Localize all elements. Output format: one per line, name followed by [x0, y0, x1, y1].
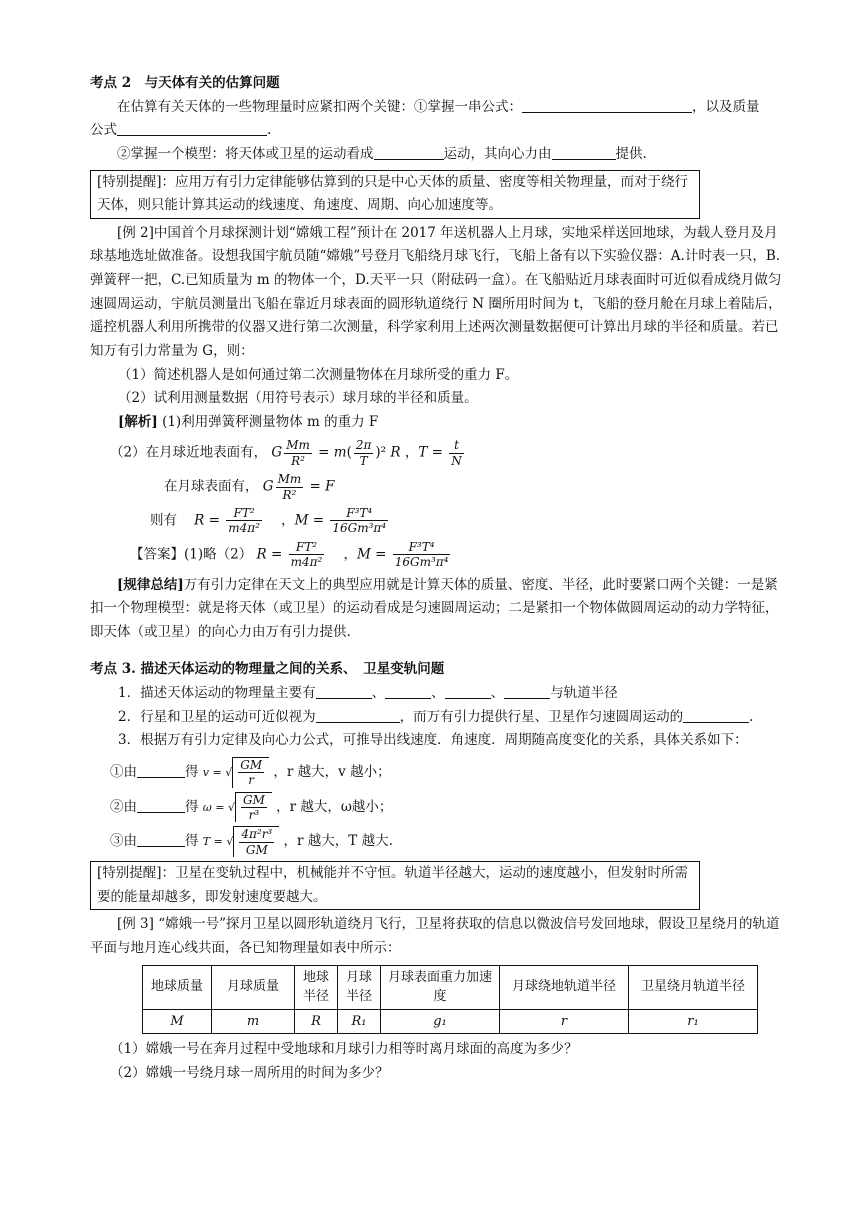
text: .	[267, 122, 272, 139]
text: 与轨道半径	[550, 685, 618, 701]
relation-line	[90, 826, 790, 857]
paragraph	[90, 119, 790, 143]
answer-label: 【答案】	[130, 546, 184, 563]
table-cell: g₁	[381, 1009, 500, 1034]
text: 1．描述天体运动的物理量主要有	[118, 685, 316, 701]
text: ，以及质量	[692, 98, 760, 115]
text: 在月球表面有，	[164, 478, 259, 495]
table-cell: R	[295, 1009, 338, 1034]
paragraph	[90, 143, 790, 167]
formula: G	[262, 478, 274, 495]
fill-blank[interactable]	[374, 145, 444, 160]
example-paragraph: [例 3] “嫦娥一号”探月卫星以圆形轨道绕月飞行，卫星将获取的信息以微波信号发回地球，假设卫星绕月的轨道平面与地月连心线共面，各已知物理量如表中所示：	[90, 916, 780, 957]
formula: R	[256, 546, 267, 563]
summary-label: [规律总结]	[117, 576, 184, 593]
fill-blank[interactable]	[552, 145, 616, 160]
summary-paragraph	[90, 574, 790, 645]
text: ②掌握一个模型：将天体或卫星的运动看成	[117, 145, 374, 162]
formula: T = √ $\frac{\text{4π²r³}}{GM}$	[203, 826, 279, 857]
analysis-label: [解析]	[118, 413, 158, 430]
text: ②由	[110, 798, 137, 815]
separator: 、	[371, 685, 386, 701]
data-table	[142, 965, 758, 1035]
text: ，r 越大，v 越小；	[273, 763, 391, 780]
table-cell: R₁	[338, 1009, 381, 1034]
fill-blank[interactable]	[137, 763, 185, 778]
relation-line	[90, 757, 790, 788]
formula-line: 则有 R = $\frac{\text{FT²}}{\text{m4π²}}$ ，M = $\frac{\text{F³T⁴}}{\text{16Gm³π⁴}}$	[150, 505, 387, 536]
table-cell: r₁	[629, 1009, 758, 1034]
document-page	[90, 72, 790, 1085]
text: 提供.	[615, 145, 647, 162]
list-item	[90, 706, 790, 730]
text: 万有引力定律在天文上的典型应用就是计算天体的质量、密度、半径，此时要紧口两个关键：一是紧扣一个物理模型：就是将天体（或卫星）的运动看成是匀速圆周运动；二是紧扣一个物体做圆周运动的动力学特征，即天体（或卫星）的向心力由万有引力提供.	[90, 576, 779, 640]
table-row	[143, 1009, 758, 1034]
text: 2．行星和卫星的运动可近似视为	[118, 708, 316, 725]
relation-line	[90, 792, 790, 823]
example-paragraph: [例 2]中国首个月球探测计划“嫦娥工程”预计在 2017 年送机器人上月球，实地采样送回地球，为载人登月及月球基地选址做准备。设想我国宇航员随“嫦娥”号登月飞船绕月球飞行，飞船上备有以下实验仪器：A.计时表一只，B.弹簧秤一把，C.已知质量为 m 的物体一个，D.天平一只（附砝码一盒）。在飞船贴近月球表面时可近似看成绕月做匀速圆周运动，宇航员测量出飞船在靠近月球表面的圆形轨道绕行 N 圈所用时间为 t，飞船的登月舱在月球上着陆后，遥控机器人利用所携带的仪器又进行第二次测量，科学家利用上述两次测量数据便可计算出月球的半径和质量。若已知万有引力常量为 G，则：	[90, 224, 782, 359]
answer-line: 【答案】(1)略（2） R = $\frac{\text{FT²}}{\text{m4π²}}$ ，M = $\frac{\text{F³T⁴}}{\text{16Gm³π⁴}}$	[130, 539, 449, 570]
fill-blank[interactable]	[137, 832, 185, 847]
text: 得	[185, 763, 199, 780]
table-header: 卫星绕月轨道半径	[629, 965, 758, 1009]
fill-blank[interactable]	[316, 708, 400, 723]
fill-blank[interactable]	[522, 98, 692, 113]
text: 公式	[90, 122, 117, 139]
formula: v = √ $\frac{GM}{r}$	[203, 757, 269, 788]
table-cell: M	[143, 1009, 212, 1034]
text: ，r 越大，ω越小；	[276, 798, 393, 815]
formula: ω = √ $\frac{GM}{\text{r³}}$	[203, 792, 272, 823]
text: .	[749, 708, 754, 725]
section-title: 考点 3. 描述天体运动的物理量之间的关系、 卫星变轨问题	[90, 661, 445, 678]
text: 得	[185, 798, 199, 815]
list-item: 3．根据万有引力定律及向心力公式，可推导出线速度．角速度．周期随高度变化的关系，具体关系如下：	[118, 732, 748, 749]
text: 在估算有关天体的一些物理量时应紧扣两个关键：①掌握一串公式：	[117, 98, 522, 115]
fill-blank[interactable]	[504, 684, 550, 699]
text: ，而万有引力提供行星、卫星作匀速圆周运动的	[399, 708, 684, 725]
question: （2）试利用测量数据（用符号表示）球月球的半径和质量。	[118, 390, 478, 407]
list-item	[90, 682, 790, 706]
formula-line: （2）在月球近地表面有， G $\frac{Mm}{\text{R²}}$ = m( $\frac{2\pi}{T}$ )² R ，T = $\frac{t}{N}$	[110, 438, 462, 468]
table-header-row	[143, 965, 758, 1009]
fill-blank[interactable]	[683, 708, 749, 723]
text: ③由	[110, 833, 137, 850]
tip-box: [特别提醒]：应用万有引力定律能够估算到的只是中心天体的质量、密度等相关物理量，而对于绕行天体，则只能计算其运动的线速度、角速度、周期、向心加速度等。	[90, 170, 700, 219]
table-header: 月球半径	[338, 965, 381, 1009]
table-header: 月球绕地轨道半径	[500, 965, 629, 1009]
text: （2）在月球近地表面有，	[110, 444, 268, 461]
table-header: 地球质量	[143, 965, 212, 1009]
text: ，r 越大，T 越大.	[283, 833, 393, 850]
formula: G	[271, 444, 283, 461]
text: (1)略（2）	[184, 546, 253, 563]
separator: 、	[431, 685, 445, 701]
table-header: 月球质量	[212, 965, 295, 1009]
analysis	[90, 411, 790, 435]
table-cell: m	[212, 1009, 295, 1034]
separator: 、	[490, 685, 505, 701]
text: 则有	[150, 512, 177, 529]
fill-blank[interactable]	[137, 798, 185, 813]
formula-line: 在月球表面有， G $\frac{Mm}{\text{R²}}$ = F	[164, 472, 335, 502]
text: (1)利用弹簧秤测量物体 m 的重力 F	[157, 413, 379, 430]
table-header: 地球半径	[295, 965, 338, 1009]
formula: R	[194, 512, 205, 529]
table-header: 月球表面重力加速度	[381, 965, 500, 1009]
tip-box: [特别提醒]：卫星在变轨过程中，机械能并不守恒。轨道半径越大，运动的速度越小，但发射时所需要的能量却越多，即发射速度要越大。	[90, 861, 700, 910]
table-cell: r	[500, 1009, 629, 1034]
section-title: 考点 2 与天体有关的估算问题	[90, 75, 280, 91]
formula: $\frac{Mm}{\text{R²}}$	[286, 438, 310, 468]
question: （1）嫦娥一号在奔月过程中受地球和月球引力相等时离月球面的高度为多少？	[110, 1041, 578, 1058]
text: 得	[185, 833, 199, 850]
text: 运动，其向心力由	[443, 145, 552, 162]
fill-blank[interactable]	[316, 684, 372, 699]
fill-blank[interactable]	[385, 684, 431, 699]
question: （1）简述机器人是如何通过第二次测量物体在月球所受的重力 F。	[118, 366, 519, 383]
fill-blank[interactable]	[445, 684, 491, 699]
fill-blank[interactable]	[117, 121, 267, 136]
text: ①由	[110, 763, 137, 780]
paragraph	[90, 96, 790, 120]
question: （2）嫦娥一号绕月球一周所用的时间为多少？	[110, 1064, 389, 1081]
